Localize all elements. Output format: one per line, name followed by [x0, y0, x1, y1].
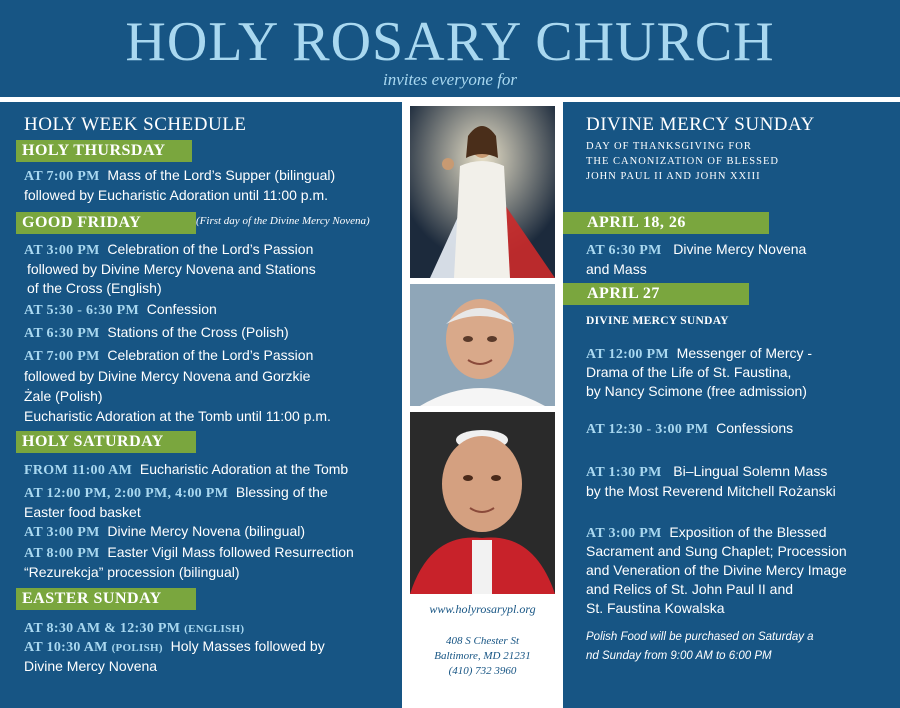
easter-sunday-bar: EASTER SUNDAY	[16, 588, 196, 610]
thursday-event-1-cont: followed by Eucharistic Adoration until 11:00 p.m.	[24, 187, 329, 203]
holy-week-column	[0, 102, 402, 708]
april-27-event-4-cont: Sacrament and Sung Chaplet; Procession	[586, 543, 847, 559]
canonization-line-1: DAY OF THANKSGIVING FOR	[586, 141, 752, 152]
april-18-event-cont: and Mass	[586, 261, 647, 277]
church-title: HOLY ROSARY CHURCH	[125, 11, 775, 73]
header	[0, 0, 900, 96]
sunday-event-1: AT 8:30 AM & 12:30 PM (ENGLISH)	[24, 621, 245, 636]
john-xxiii-photo	[410, 412, 555, 594]
saturday-event-4-cont: “Rezurekcja” procession (bilingual)	[24, 564, 240, 580]
april-27-event-4-cont2: and Veneration of the Divine Mercy Image	[586, 562, 847, 578]
john-paul-ii-photo	[410, 284, 555, 406]
novena-note: (First day of the Divine Mercy Novena)	[196, 215, 370, 227]
saturday-event-2: AT 12:00 PM, 2:00 PM, 4:00 PM Blessing of the	[24, 484, 328, 501]
sunday-event-2: AT 10:30 AM (POLISH) Holy Masses followed by	[24, 638, 325, 655]
april-27-event-1-cont: Drama of the Life of St. Faustina,	[586, 364, 792, 380]
april-27-event-4-cont3: and Relics of St. John Paul II and	[586, 581, 794, 597]
april-27-event-2: AT 12:30 - 3:00 PM Confessions	[586, 420, 794, 437]
saturday-event-2-cont: Easter food basket	[24, 504, 141, 520]
saturday-event-3: AT 3:00 PM Divine Mercy Novena (bilingual)	[24, 523, 306, 540]
friday-event-1-cont: followed by Divine Mercy Novena and Stations	[27, 261, 316, 277]
city-address: Baltimore, MD 21231	[434, 650, 531, 662]
polish-food-note-2: nd Sunday from 9:00 AM to 6:00 PM	[586, 650, 772, 662]
friday-event-1-cont2: of the Cross (English)	[27, 280, 162, 296]
friday-event-4-cont3: Eucharistic Adoration at the Tomb until 11:00 p.m.	[24, 408, 331, 424]
friday-event-2: AT 5:30 - 6:30 PM Confession	[24, 301, 217, 318]
holy-thursday-bar: HOLY THURSDAY	[16, 140, 192, 162]
divine-mercy-column	[563, 102, 900, 708]
friday-event-3: AT 6:30 PM Stations of the Cross (Polish)	[24, 324, 289, 341]
images-column	[402, 102, 563, 708]
april-27-event-4: AT 3:00 PM Exposition of the Blessed	[586, 524, 827, 541]
friday-event-1: AT 3:00 PM Celebration of the Lord’s Passion	[24, 241, 314, 258]
thursday-event-1: AT 7:00 PM Mass of the Lord’s Supper (bilingual)	[24, 167, 336, 184]
saturday-event-4: AT 8:00 PM Easter Vigil Mass followed Resurrection	[24, 544, 354, 561]
april-18-event: AT 6:30 PM Divine Mercy Novena	[586, 241, 807, 258]
website-link[interactable]: www.holyrosarypl.org	[429, 602, 536, 616]
sunday-event-2-cont: Divine Mercy Novena	[24, 658, 158, 674]
april-27-event-1-cont2: by Nancy Scimone (free admission)	[586, 383, 807, 399]
invite-subtitle: invites everyone for	[382, 70, 518, 89]
april-27-event-1: AT 12:00 PM Messenger of Mercy -	[586, 345, 813, 362]
friday-event-4: AT 7:00 PM Celebration of the Lord’s Passion	[24, 347, 314, 364]
canonization-line-2: THE CANONIZATION OF BLESSED	[586, 156, 779, 167]
divine-mercy-image	[410, 106, 555, 278]
phone-number: (410) 732 3960	[448, 665, 517, 677]
friday-event-4-cont2: Żale (Polish)	[24, 388, 103, 404]
canonization-line-3: JOHN PAUL II AND JOHN XXIII	[586, 171, 761, 182]
divine-mercy-heading: DIVINE MERCY SUNDAY	[586, 114, 815, 135]
divine-mercy-sunday-subheading: DIVINE MERCY SUNDAY	[586, 315, 729, 327]
saturday-event-1: FROM 11:00 AM Eucharistic Adoration at the Tomb	[24, 461, 349, 478]
polish-food-note-1: Polish Food will be purchased on Saturday a	[586, 631, 814, 643]
friday-event-4-cont: followed by Divine Mercy Novena and Gorzkie	[24, 368, 311, 384]
april-27-event-4-cont4: St. Faustina Kowalska	[586, 600, 725, 616]
holy-week-heading: HOLY WEEK SCHEDULE	[24, 114, 247, 135]
good-friday-bar: GOOD FRIDAY	[16, 212, 196, 234]
street-address: 408 S Chester St	[445, 635, 520, 647]
holy-saturday-bar: HOLY SATURDAY	[16, 431, 196, 453]
april-27-event-3: AT 1:30 PM Bi–Lingual Solemn Mass	[586, 463, 828, 480]
april-27-event-3-cont: by the Most Reverend Mitchell Rożanski	[586, 483, 836, 499]
april-18-26-bar: APRIL 18, 26	[563, 212, 769, 234]
april-27-bar: APRIL 27	[563, 283, 749, 305]
